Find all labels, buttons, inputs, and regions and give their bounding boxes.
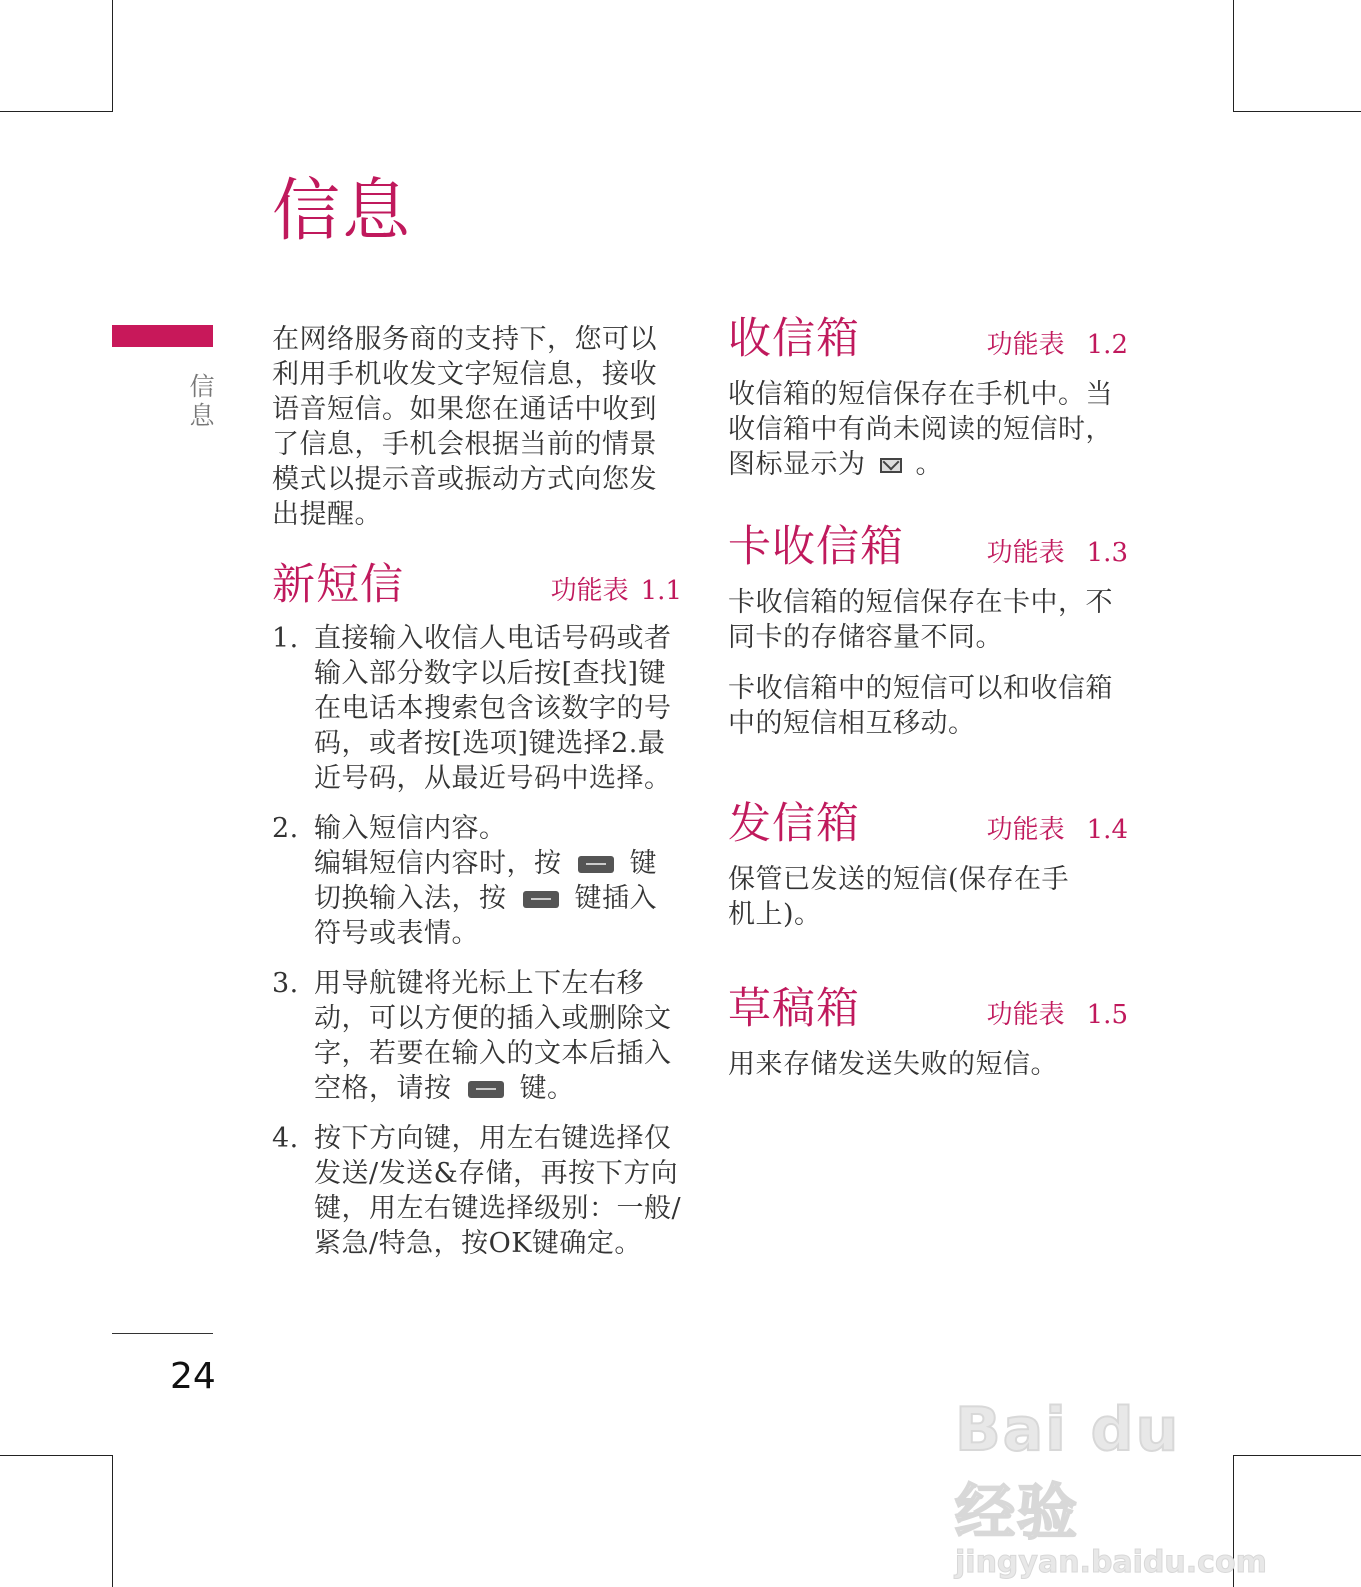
list-item [272, 811, 682, 951]
crop-mark [0, 111, 112, 112]
section-outbox [728, 799, 1128, 932]
section-title: 新短信 [272, 560, 404, 610]
envelope-icon [880, 458, 902, 473]
section-sim-inbox [728, 522, 1128, 741]
page-title: 信息 [272, 172, 413, 251]
section-title: 草稿箱 [728, 984, 860, 1034]
list-item [272, 966, 682, 1106]
left-column [272, 322, 682, 1276]
step-text: 输入短信内容。 [314, 813, 507, 844]
menu-reference: 功能表 1.1 [550, 576, 682, 606]
steps-list [272, 621, 682, 1261]
intro-paragraph: 在网络服务商的支持下，您可以利用手机收发文字短信息，接收语音短信。如果您在通话中收到了信息，手机会根据当前的情景模式以提示音或振动方式向您发出提醒。 [272, 324, 657, 530]
section-title: 收信箱 [728, 314, 860, 364]
section-header [728, 984, 1128, 1034]
crop-mark [1233, 111, 1361, 112]
star-key-icon [523, 891, 559, 908]
step-text: 直接输入收信人电话号码或者输入部分数字以后按[查找]键在电话本搜索包含该数字的号码，或者按[选项]键选择2.最近号码，从最近号码中选择。 [314, 623, 672, 794]
step-number: 1. [272, 623, 299, 654]
section-drafts [728, 984, 1128, 1082]
section-text: 卡收信箱的短信保存在卡中，不同卡的存储容量不同。 [728, 587, 1113, 653]
section-text: 保管已发送的短信(保存在手机上)。 [728, 864, 1070, 930]
crop-mark [112, 0, 113, 112]
page-number: 24 [170, 1356, 216, 1397]
step-number: 3. [272, 968, 299, 999]
menu-reference: 功能表 1.2 [986, 330, 1128, 360]
step-number: 2. [272, 813, 299, 844]
section-inbox [728, 314, 1128, 482]
section-header [728, 314, 1128, 364]
menu-reference: 功能表 1.4 [986, 815, 1128, 845]
step-text: 按下方向键，用左右键选择仅发送/发送&存储，再按下方向键，用左右键选择级别：一般/紧急/特急，按OK键确定。 [314, 1123, 682, 1259]
page-number-rule [112, 1333, 213, 1334]
section-new-message [272, 560, 682, 1261]
menu-reference: 功能表 1.3 [986, 538, 1128, 568]
section-color-bar [112, 325, 213, 347]
section-header [272, 560, 682, 610]
zero-key-icon [468, 1081, 504, 1098]
right-column [728, 314, 1128, 1082]
step-text: 键插入符号或表情。 [314, 883, 657, 949]
section-text: 收信箱的短信保存在手机中。当收信箱中有尚未阅读的短信时，图标显示为 。 [728, 379, 1113, 480]
section-title: 发信箱 [728, 799, 860, 849]
step-text: 键切换输入法，按 [314, 848, 657, 914]
step-text: 用导航键将光标上下左右移动，可以方便的插入或删除文字，若要在输入的文本后插入空格，请按 [314, 968, 672, 1104]
menu-reference: 功能表 1.5 [986, 1000, 1128, 1030]
section-text: 用来存储发送失败的短信。 [728, 1049, 1058, 1080]
section-text: 卡收信箱中的短信可以和收信箱中的短信相互移动。 [728, 673, 1113, 739]
list-item [272, 621, 682, 796]
crop-mark [0, 1455, 112, 1456]
side-section-label: 信息 [186, 373, 215, 431]
section-title: 卡收信箱 [728, 522, 904, 572]
step-text: 键。 [519, 1073, 575, 1104]
list-item [272, 1121, 682, 1261]
hash-key-icon [578, 856, 614, 873]
step-text: 编辑短信内容时，按 [314, 848, 562, 879]
step-number: 4. [272, 1123, 299, 1154]
crop-mark [1233, 0, 1234, 112]
section-header [728, 799, 1128, 849]
crop-mark [112, 1455, 113, 1587]
baidu-watermark: Bai du 经验 jingyan.baidu.com [955, 1395, 1267, 1580]
section-header [728, 522, 1128, 572]
